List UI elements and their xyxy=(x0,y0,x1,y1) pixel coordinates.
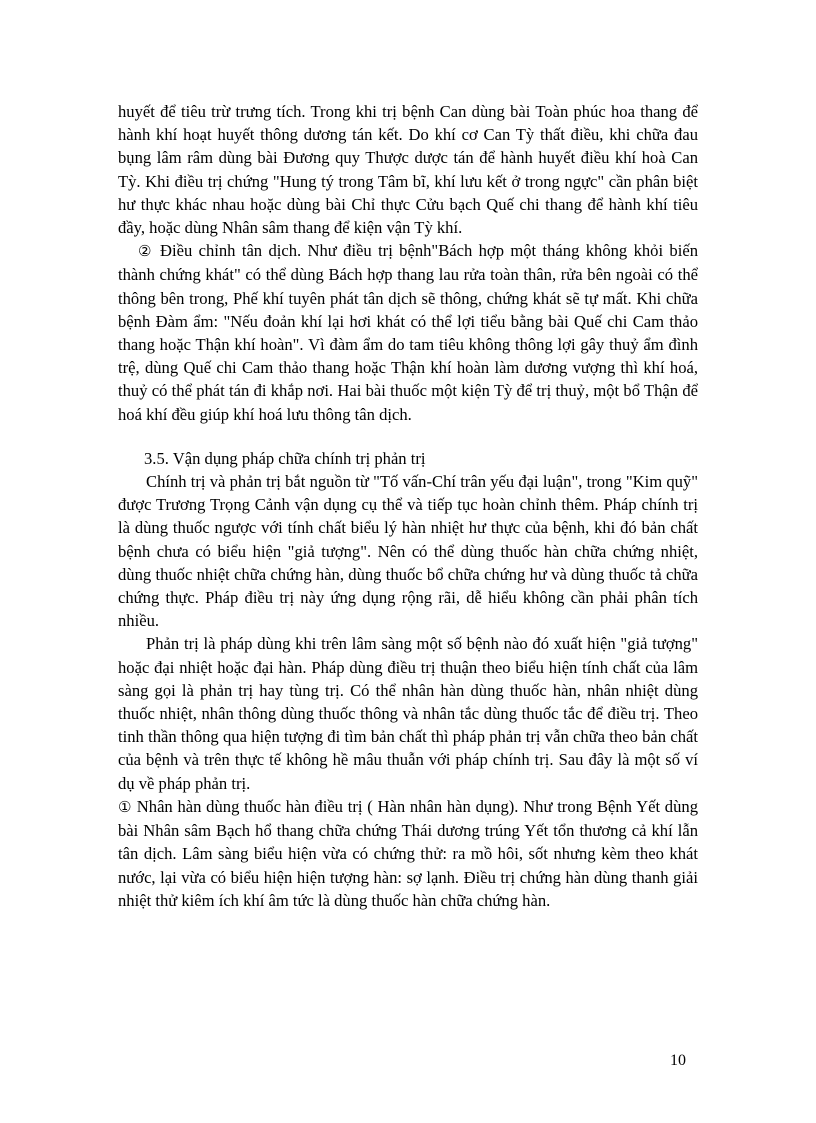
paragraph-adjust-fluids-text: Điều chỉnh tân dịch. Như điều trị bệnh"Bách hợp một tháng không khỏi biến thành chứng khát" có thể dùng Bách hợp thang lau rửa toàn thân, rửa bên ngoài có thể thông bên trong, Phế khí tuyên phát tân dịch sẽ thông, chứng khát sẽ tự mất. Khi chữa bệnh Đàm ẩm: "Nếu đoản khí lại hơi khát có thể lợi tiểu bằng bài Quế chi Cam thảo thang hoặc Thận khí hoàn". Vì đàm ẩm do tam tiêu không thông lợi gây thuỷ ẩm đình trệ, dùng Quế chi Cam thảo thang hoặc Thận khí hoàn làm dương vượng thì khí hoá, thuỷ có thể phát tán đi khắp nơi. Hai bài thuốc một kiện Tỳ để trị thuỷ, một bổ Thận để hoá khí đều giúp khí hoá lưu thông tân dịch. xyxy=(118,241,698,424)
circled-two-marker: ② xyxy=(138,242,154,261)
paragraph-direct-reverse-treatment: Chính trị và phản trị bắt nguồn từ "Tố vấn-Chí trân yếu đại luận", trong "Kim quỹ" được Trương Trọng Cảnh vận dụng cụ thể và tiếp tục hoàn chỉnh thêm. Pháp chính trị là dùng thuốc ngược với tính chất biểu lý hàn nhiệt hư thực của bệnh, khi đó bản chất bệnh chưa có biểu hiện "giả tượng". Nên có thể dùng thuốc hàn chữa chứng nhiệt, dùng thuốc nhiệt chữa chứng hàn, dùng thuốc bổ chữa chứng hư và dùng thuốc tả chữa chứng thực. Pháp điều trị này ứng dụng rộng rãi, dễ hiểu không cần phải phân tích nhiều. xyxy=(118,472,698,631)
paragraph-cold-for-cold xyxy=(118,795,698,912)
paragraph-continued: huyết để tiêu trừ trưng tích. Trong khi trị bệnh Can dùng bài Toàn phúc hoa thang để hành khí hoạt huyết thông dương tán kết. Do khí cơ Can Tỳ thất điều, khi chữa đau bụng lâm râm dùng bài Đương quy Thược dược tán để hành huyết điều khí hoà Can Tỳ. Khi điều trị chứng "Hung tý trong Tâm bĩ, khí lưu kết ở trong ngực" cần phân biệt hư thực khác nhau hoặc dùng bài Chỉ thực Cửu bạch Quế chi thang để hành khí tiêu đầy, hoặc dùng Nhân sâm thang để kiện vận Tỳ khí. xyxy=(118,102,698,238)
paragraph-adjust-fluids xyxy=(118,239,698,426)
section-heading: 3.5. Vận dụng pháp chữa chính trị phản trị xyxy=(144,448,426,468)
circled-one-marker: ① xyxy=(118,797,133,816)
document-body xyxy=(118,100,698,912)
paragraph-cold-for-cold-text: Nhân hàn dùng thuốc hàn điều trị ( Hàn nhân hàn dụng). Như trong Bệnh Yết dùng bài Nhân sâm Bạch hổ thang chữa chứng Thái dương trúng Yết tổn thương cả khí lẫn tân dịch. Lâm sàng biểu hiện vừa có chứng thử: ra mồ hôi, sốt nhưng kèm theo khát nước, lại vừa có biểu hiện hiện tượng hàn: sợ lạnh. Điều trị chứng hàn dùng thanh giải nhiệt thử kiêm ích khí âm tức là dùng thuốc hàn chữa chứng hàn. xyxy=(118,796,698,910)
paragraph-reverse-treatment: Phản trị là pháp dùng khi trên lâm sàng một số bệnh nào đó xuất hiện "giả tượng" hoặc đại nhiệt hoặc đại hàn. Pháp dùng điều trị thuận theo biểu hiện tính chất của lâm sàng gọi là phản trị hay tùng trị. Có thể nhân hàn dùng thuốc hàn, nhân nhiệt dùng thuốc nhiệt, nhân thông dùng thuốc thông và nhân tắc dùng thuốc tắc để điều trị. Theo tinh thần thông qua hiện tượng đi tìm bản chất thì pháp phản trị vẫn chữa theo bản chất của bệnh và trên thực tế không hề mâu thuẫn với pháp chính trị. Sau đây là một số ví dụ về pháp phản trị. xyxy=(118,634,698,793)
page-number: 10 xyxy=(670,1052,686,1069)
